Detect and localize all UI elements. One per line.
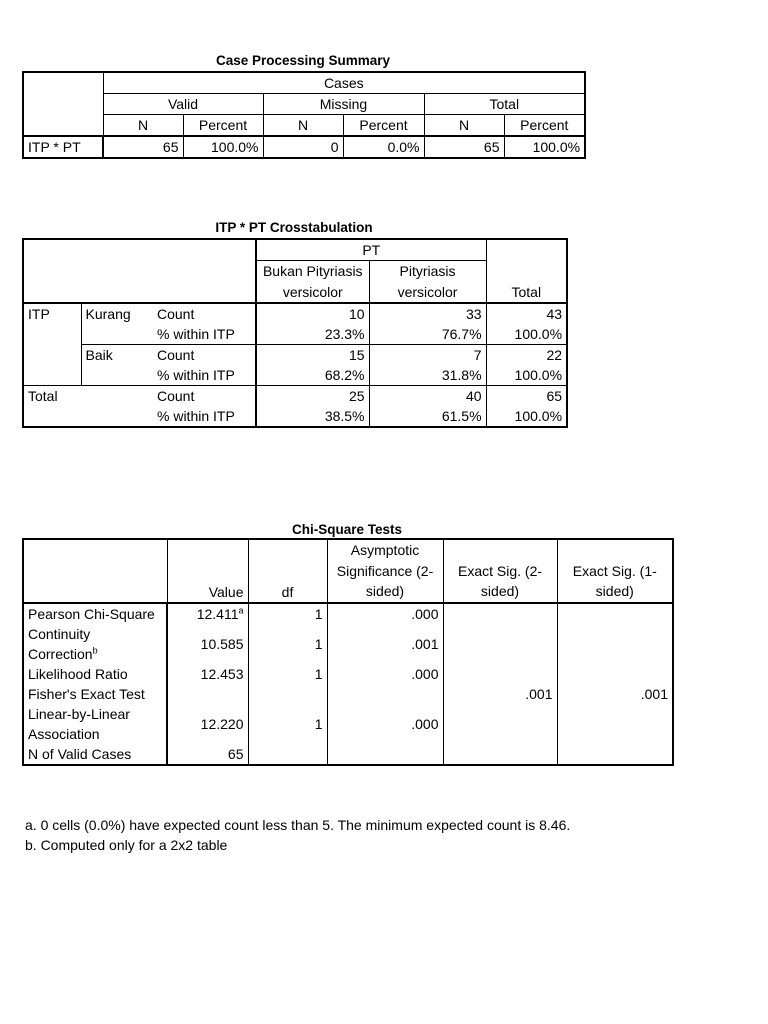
- total-col-header: Total: [486, 239, 567, 303]
- cell: 22: [486, 345, 567, 366]
- linear-label: Linear-by-Linear Association: [23, 704, 167, 744]
- footnote-b: b. Computed only for a 2x2 table: [25, 837, 228, 853]
- empty-cell: [327, 744, 443, 765]
- cell: 43: [486, 303, 567, 324]
- missing-percent: 0.0%: [343, 136, 424, 158]
- continuity-sig: .001: [327, 624, 443, 664]
- empty-cell: [557, 704, 673, 744]
- cell: 68.2%: [256, 365, 369, 386]
- case-processing-table: [22, 71, 586, 159]
- cell: 65: [486, 386, 567, 407]
- cell: 100.0%: [486, 365, 567, 386]
- cell: 100.0%: [486, 406, 567, 427]
- cell: 25: [256, 386, 369, 407]
- pearson-value: 12.411$^a$: [167, 603, 248, 624]
- linear-value: 12.220: [167, 704, 248, 744]
- footnote-a: a. 0 cells (0.0%) have expected count less than 5. The minimum expected count is 8.46.: [25, 817, 571, 833]
- empty-cell: [443, 664, 557, 684]
- likelihood-sig: .000: [327, 664, 443, 684]
- pearson-label: Pearson Chi-Square: [23, 603, 167, 624]
- case-processing-summary: [22, 53, 584, 159]
- pearson-sig: .000: [327, 603, 443, 624]
- col-pityriasis-header: Pityriasis versicolor: [369, 261, 486, 304]
- corner-cell: [23, 239, 256, 303]
- baik-label: Baik: [81, 345, 153, 386]
- missing-n: 0: [263, 136, 343, 158]
- cell: 76.7%: [369, 324, 486, 345]
- nvalid-label: N of Valid Cases: [23, 744, 167, 765]
- pearson-exact2: [443, 603, 557, 624]
- likelihood-label: Likelihood Ratio: [23, 664, 167, 684]
- fisher-exact2: .001: [443, 684, 557, 704]
- cell: 23.3%: [256, 324, 369, 345]
- table-row: [23, 303, 567, 324]
- linear-sig: .000: [327, 704, 443, 744]
- empty-cell: [557, 664, 673, 684]
- total-n: 65: [424, 136, 504, 158]
- cell: 7: [369, 345, 486, 366]
- value-header: Value: [167, 539, 248, 603]
- total-header: Total: [424, 94, 585, 115]
- pearson-exact1: [557, 603, 673, 624]
- total-percent: 100.0%: [504, 136, 585, 158]
- row-label: ITP * PT: [23, 136, 103, 158]
- count-label: Count: [153, 303, 256, 324]
- empty-cell: [443, 624, 557, 664]
- valid-n: 65: [103, 136, 183, 158]
- cell: 61.5%: [369, 406, 486, 427]
- cell: 10: [256, 303, 369, 324]
- exact2-header: Exact Sig. (2-sided): [443, 539, 557, 603]
- nvalid-value: 65: [167, 744, 248, 765]
- cell: 100.0%: [486, 324, 567, 345]
- percent-header: Percent: [343, 115, 424, 137]
- n-header: N: [424, 115, 504, 137]
- pt-header: PT: [256, 239, 486, 261]
- exact1-header: Exact Sig. (1-sided): [557, 539, 673, 603]
- table-row: [23, 624, 673, 664]
- empty-cell: [557, 744, 673, 765]
- table-row: [23, 136, 585, 158]
- chi-square-table: [22, 538, 674, 766]
- asymp-header: Asymptotic Significance (2-sided): [327, 539, 443, 603]
- table-row: [23, 704, 673, 744]
- missing-header: Missing: [263, 94, 424, 115]
- valid-percent: 100.0%: [183, 136, 263, 158]
- likelihood-df: 1: [248, 664, 327, 684]
- count-label: Count: [153, 345, 256, 366]
- crosstab-title: ITP * PT Crosstabulation: [215, 220, 373, 235]
- table-row: [23, 744, 673, 765]
- empty-cell: [248, 684, 327, 704]
- continuity-label: Continuity Correction$^b$: [23, 624, 167, 664]
- empty-cell: [248, 744, 327, 765]
- empty-cell: [327, 684, 443, 704]
- continuity-df: 1: [248, 624, 327, 664]
- kurang-label: Kurang: [81, 303, 153, 345]
- pearson-df: 1: [248, 603, 327, 624]
- n-header: N: [103, 115, 183, 137]
- table-row: [23, 345, 567, 366]
- table-row: [23, 684, 673, 704]
- cell: 38.5%: [256, 406, 369, 427]
- table-row: [23, 603, 673, 624]
- cell: 15: [256, 345, 369, 366]
- table-row: [23, 664, 673, 684]
- table-row: [23, 386, 567, 407]
- chi-square-section: [22, 522, 672, 766]
- fisher-label: Fisher's Exact Test: [23, 684, 167, 704]
- crosstab-section: [22, 220, 566, 428]
- percent-header: Percent: [504, 115, 585, 137]
- empty-cell: [443, 704, 557, 744]
- count-label: Count: [153, 386, 256, 407]
- continuity-value: 10.585: [167, 624, 248, 664]
- n-header: N: [263, 115, 343, 137]
- linear-df: 1: [248, 704, 327, 744]
- crosstab-table: [22, 238, 568, 428]
- within-label: % within ITP: [153, 406, 256, 427]
- itp-label: ITP: [23, 303, 81, 386]
- chi-square-title: Chi-Square Tests: [291, 522, 403, 537]
- empty-cell: [167, 684, 248, 704]
- fisher-exact1: .001: [557, 684, 673, 704]
- corner-cell: [23, 72, 103, 136]
- valid-header: Valid: [103, 94, 263, 115]
- empty-cell: [443, 744, 557, 765]
- cases-header: Cases: [103, 72, 585, 94]
- cell: 31.8%: [369, 365, 486, 386]
- case-processing-title: Case Processing Summary: [215, 53, 391, 68]
- corner-cell: [23, 539, 167, 603]
- within-label: % within ITP: [153, 324, 256, 345]
- col-bukan-header: Bukan Pityriasis versicolor: [256, 261, 369, 304]
- empty-cell: [557, 624, 673, 664]
- within-label: % within ITP: [153, 365, 256, 386]
- cell: 40: [369, 386, 486, 407]
- df-header: df: [248, 539, 327, 603]
- total-row-label: Total: [23, 386, 153, 428]
- likelihood-value: 12.453: [167, 664, 248, 684]
- percent-header: Percent: [183, 115, 263, 137]
- cell: 33: [369, 303, 486, 324]
